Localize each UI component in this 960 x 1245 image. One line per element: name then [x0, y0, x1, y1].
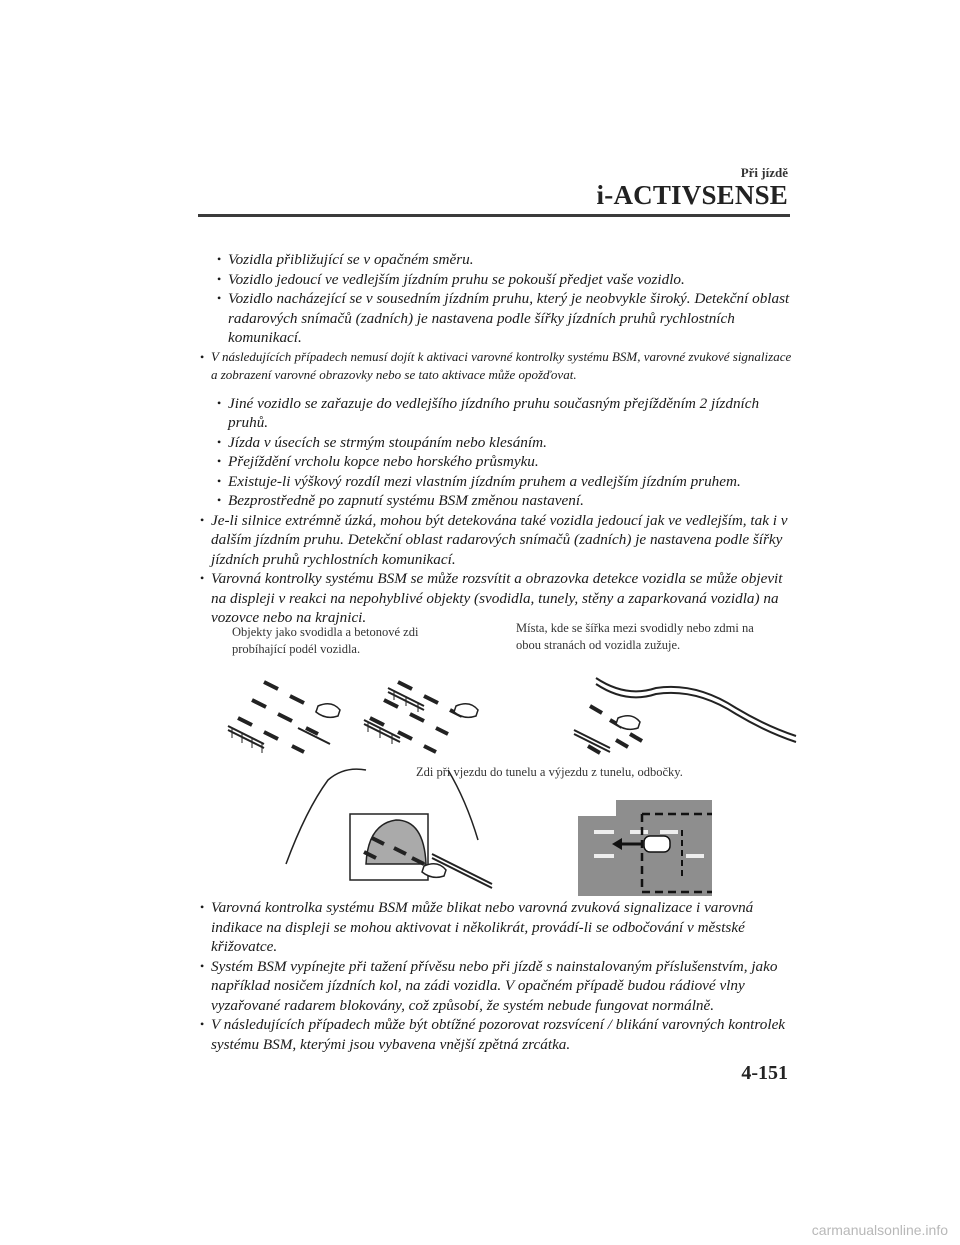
bullet-icon: •: [200, 512, 205, 527]
bullet-icon: •: [200, 958, 205, 973]
list-item: • Existuje-li výškový rozdíl mezi vlastním jízdním pruhem a vedlejším jízdním pruhem.: [217, 472, 741, 490]
bullet-icon: •: [217, 395, 222, 410]
road-illustrations: [198, 620, 798, 898]
figure-caption-bottom: Zdi při vjezdu do tunelu a výjezdu z tunelu, odbočky.: [416, 765, 683, 779]
list-item: • Jiné vozidlo se zařazuje do vedlejšího jízdního pruhu současným přejížděním 2 jízdních pruhů.: [217, 394, 760, 431]
bullet-icon: •: [217, 493, 222, 507]
watermark-text: carmanualsonline.info: [811, 1222, 948, 1238]
illustration-figure: [198, 620, 798, 898]
bullet-icon: •: [217, 473, 222, 488]
narrowing-road-scene-icon: [574, 678, 796, 753]
lower-text: [198, 898, 798, 1054]
list-item: • Varovná kontrolky systému BSM se může rozsvítit a obrazovka detekce vozidla se může objevit na displeji v reakci na nepohyblivé objekty (svodidla, tunely, stěny a zaparkovaná vozidla) na vozovce nebo na krajnici.: [200, 570, 783, 626]
list-item: • Vozidlo jedoucí ve vedlejším jízdním pruhu se pokouší předjet vaše vozidlo.: [217, 270, 685, 288]
bullet-icon: •: [200, 900, 205, 914]
list-item: • V následujících případech může být obtížné pozorovat rozsvícení / blikání varovných kontrolek systému BSM, kterými jsou vybavena vnější zpětná zrcátka.: [200, 1016, 786, 1053]
list-item: • Vozidlo nacházející se v sousedním jízdním pruhu, který je neobvykle široký. Detekční oblast radarových snímačů (zadních) je nastavena podle šířky jízdních pruhů rychlostních komunikací.: [217, 290, 790, 346]
figure-caption-left: Objekty jako svodidla a betonové zdi probíhající podél vozidla.: [232, 625, 419, 656]
bullet-icon: •: [217, 434, 222, 449]
body-text: [198, 250, 798, 628]
junction-scene-icon: [578, 800, 712, 896]
header-title: i-ACTIVSENSE: [596, 180, 788, 210]
page-number: 4-151: [741, 1062, 788, 1084]
header-rule: [198, 214, 790, 217]
bullet-icon: •: [217, 454, 222, 468]
bullet-icon: •: [217, 271, 222, 286]
header-section-label: Při jízdě: [740, 165, 788, 180]
list-item: • Varovná kontrolka systému BSM může blikat nebo varovná zvuková signalizace i varovná indikace na displeji se mohou aktivovat i několikrát, provádí-li se odbočování v městské křižovatce.: [200, 899, 754, 955]
bullet-icon: •: [200, 1017, 205, 1031]
concrete-wall-road-scene-icon: [364, 682, 478, 752]
bullet-icon: •: [217, 291, 222, 305]
figure-caption-right: Místa, kde se šířka mezi svodidly nebo zdmi na obou stranách od vozidla zužuje.: [516, 621, 754, 652]
note-item: • V následujících případech nemusí dojít k aktivaci varovné kontrolky systému BSM, varovné zvukové signalizace a zobrazení varovné obrazovky nebo se tato aktivace může opožďovat.: [200, 348, 792, 382]
list-item: • Vozidla přibližující se v opačném směru.: [217, 251, 474, 268]
list-item: • Jízda v úsecích se strmým stoupáním nebo klesáním.: [217, 433, 547, 451]
list-item: • Bezprostředně po zapnutí systému BSM změnou nastavení.: [217, 492, 584, 509]
list-item: • Přejíždění vrcholu kopce nebo horského průsmyku.: [217, 453, 539, 470]
bullet-icon: •: [200, 349, 205, 364]
bullet-icon: •: [200, 571, 205, 585]
list-item: • Systém BSM vypínejte při tažení přívěsu nebo při jízdě s nainstalovaným příslušenstvím, jako například nosičem jízdních kol, na zádi vozidla. V opačném případě budou rádiové vlny vyzařované radarem blokovány, což způsobí, že systém nebude fungovat normálně.: [200, 957, 778, 1014]
tunnel-entrance-scene-icon: [286, 769, 492, 888]
list-item: • Je-li silnice extrémně úzká, mohou být detekována také vozidla jedoucí jak ve vedlejším, tak i v dalším jízdním pruhu. Detekční oblast radarových snímačů (zadních) je nastavena podle šířky jízdních pruhů rychlostních komunikací.: [200, 511, 788, 568]
bullet-icon: •: [217, 252, 222, 266]
guardrail-road-scene-icon: [228, 682, 340, 753]
